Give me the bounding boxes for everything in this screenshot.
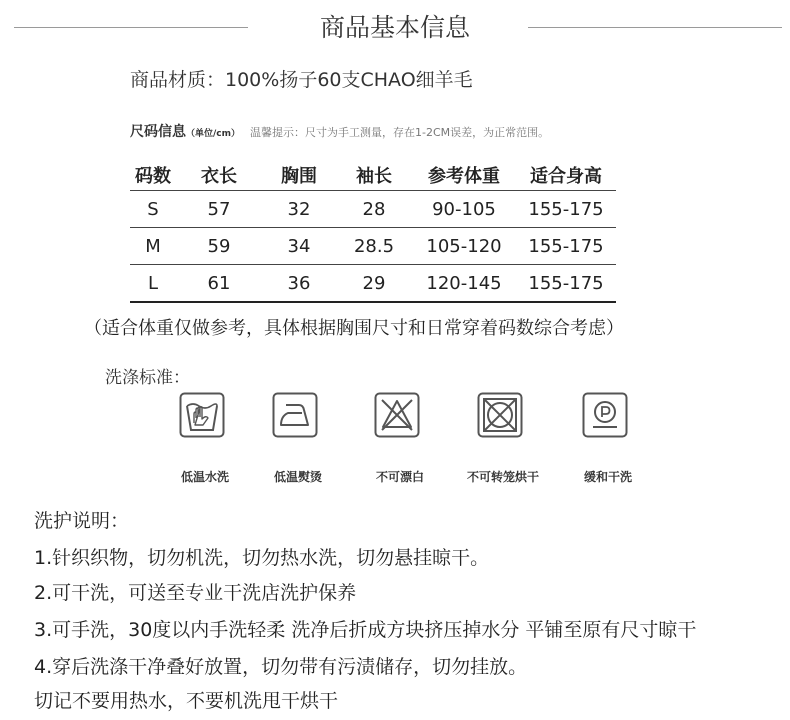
wash-label: 不可漂白	[375, 470, 424, 484]
size-unit: （单位/cm）	[186, 129, 241, 139]
wash-label: 低温熨烫	[273, 470, 322, 484]
header-divider-right	[528, 27, 782, 28]
table-cell: 34	[287, 235, 311, 257]
page-title: 商品基本信息	[319, 13, 470, 42]
low-temp-iron-icon	[272, 392, 318, 438]
care-line: 切记不要用热水，不要机洗甩干烘干	[34, 690, 339, 712]
table-cell: 36	[287, 272, 311, 294]
section-header	[0, 8, 790, 40]
table-cell: 28	[362, 198, 386, 220]
wash-label: 不可转笼烘干	[466, 470, 539, 484]
gentle-dry-clean-icon	[582, 392, 628, 438]
wash-label: 低温水洗	[180, 470, 229, 484]
table-row	[130, 228, 616, 265]
size-table-header	[130, 159, 616, 191]
care-line: 4.穿后洗涤干净叠好放置，切勿带有污渍储存，切勿挂放。	[34, 656, 528, 678]
size-table	[130, 159, 616, 303]
table-row	[130, 265, 616, 303]
col-chest: 胸围	[281, 165, 317, 187]
care-title: 洗护说明：	[34, 510, 130, 532]
size-tip: 温馨提示：尺寸为手工测量，存在1-2CM误差，为正常范围。	[250, 126, 550, 139]
table-cell: L	[147, 272, 159, 294]
care-line: 2.可干洗，可送至专业干洗店洗护保养	[34, 582, 357, 604]
col-size: 码数	[135, 165, 171, 187]
col-height: 适合身高	[530, 165, 602, 187]
material-info: 商品材质：100%扬子60支CHAO细羊毛	[130, 69, 473, 91]
table-cell: 59	[207, 235, 231, 257]
size-info-label: 尺码信息	[130, 124, 186, 140]
col-length: 衣长	[201, 165, 237, 187]
table-cell: 61	[207, 272, 231, 294]
table-cell: S	[147, 198, 159, 220]
wash-label: 缓和干洗	[583, 470, 632, 484]
wash-title: 洗涤标准：	[105, 368, 190, 388]
care-line: 3.可手洗，30度以内手洗轻柔 洗净后折成方块挤压掉水分 平铺至原有尺寸晾干	[34, 619, 697, 641]
table-cell: 28.5	[353, 235, 395, 257]
table-cell: 57	[207, 198, 231, 220]
table-row	[130, 191, 616, 228]
no-tumble-dry-icon	[477, 392, 523, 438]
size-note: （适合体重仅做参考，具体根据胸围尺寸和日常穿着码数综合考虑）	[84, 318, 624, 339]
col-sleeve: 袖长	[356, 165, 392, 187]
table-cell: 105-120	[426, 235, 502, 257]
table-cell: M	[145, 235, 161, 257]
size-info-line	[130, 121, 549, 141]
table-cell: 155-175	[528, 198, 604, 220]
table-cell: 90-105	[432, 198, 496, 220]
table-cell: 120-145	[426, 272, 502, 294]
col-weight: 参考体重	[428, 165, 500, 187]
table-cell: 155-175	[528, 235, 604, 257]
table-cell: 32	[287, 198, 311, 220]
table-cell: 29	[362, 272, 386, 294]
no-bleach-icon	[374, 392, 420, 438]
care-line: 1.针织织物，切勿机洗，切勿热水洗，切勿悬挂晾干。	[34, 547, 490, 569]
low-temp-hand-wash-icon	[179, 392, 225, 438]
table-cell: 155-175	[528, 272, 604, 294]
